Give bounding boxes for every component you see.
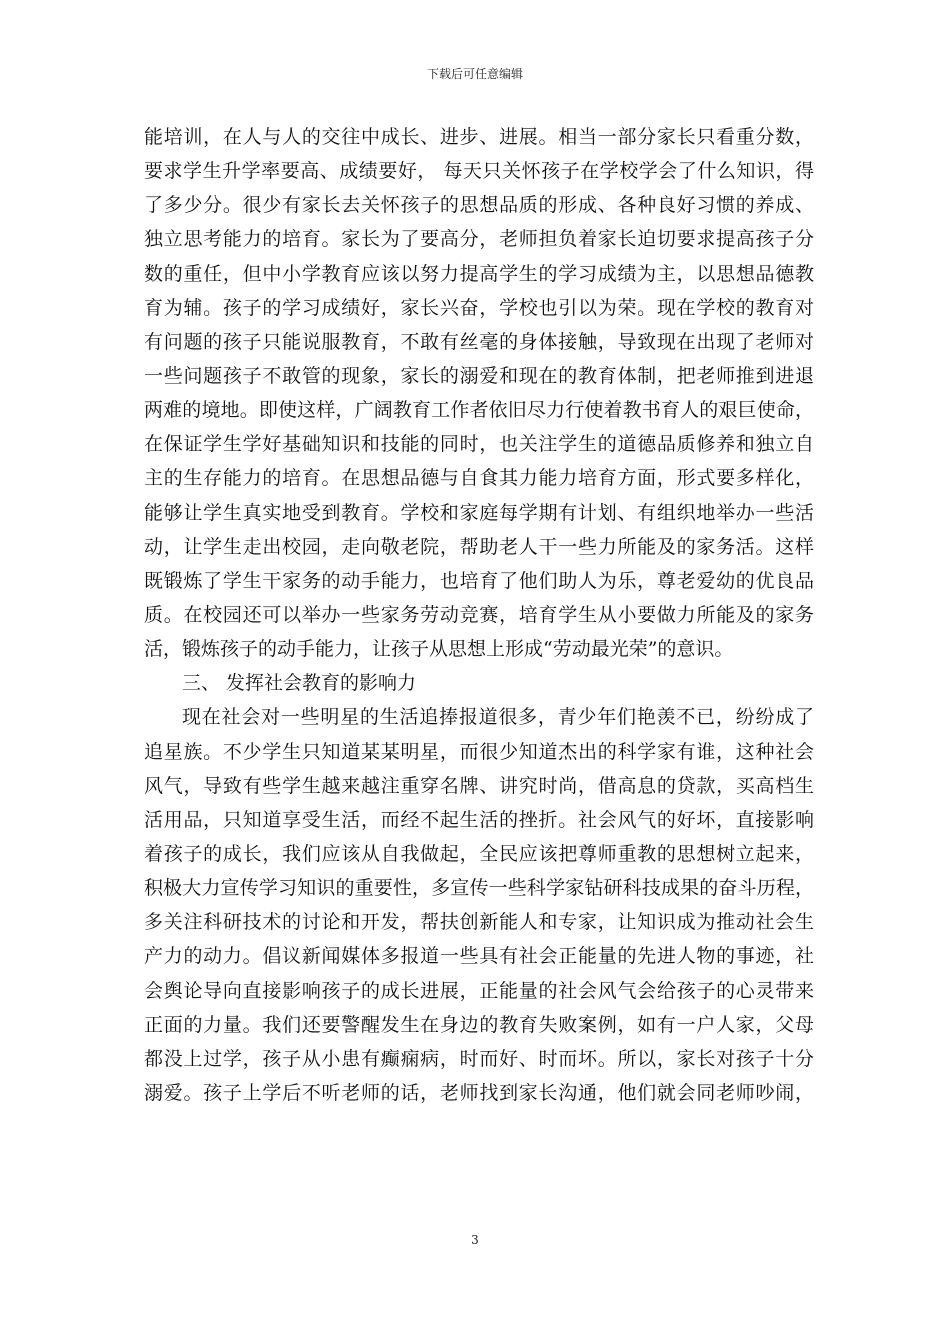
text-line: 会舆论导向直接影响孩子的成长进展，正能量的社会风气会给孩子的心灵带来 xyxy=(144,979,814,1002)
text-line: 着孩子的成长，我们应该从自我做起，全民应该把尊师重教的思想树立起来， xyxy=(144,842,814,865)
text-line: 质。在校园还可以举办一些家务劳动竞赛，培育学生从小要做力所能及的家务 xyxy=(144,603,814,626)
text-line: 正面的力量。我们还要警醒发生在身边的教育失败案例，如有一户人家，父母 xyxy=(144,1013,814,1036)
text-line: 了多少分。很少有家长去关怀孩子的思想品质的形成、各种良好习惯的养成、 xyxy=(144,194,814,217)
text-line: 产力的动力。倡议新闻媒体多报道一些具有社会正能量的先进人物的事迹，社 xyxy=(144,945,814,968)
text-line: 既锻炼了学生干家务的动手能力，也培育了他们助人为乐，尊老爱幼的优良品 xyxy=(144,569,814,592)
text-line: 风气，导致有些学生越来越注重穿名牌、讲究时尚，借高息的贷款，买高档生 xyxy=(144,774,814,797)
text-line: 有问题的孩子只能说服教育，不敢有丝毫的身体接触，导致现在出现了老师对 xyxy=(144,330,814,353)
text-line: 溺爱。孩子上学后不听老师的话，老师找到家长沟通，他们就会同老师吵闹， xyxy=(144,1081,814,1104)
text-line: 两难的境地。即使这样，广阔教育工作者依旧尽力行使着教书育人的艰巨使命， xyxy=(144,399,814,422)
text-line: 动，让学生走出校园，走向敬老院，帮助老人干一些力所能及的家务活。这样 xyxy=(144,535,814,558)
text-line: 多关注科研技术的讨论和开发，帮扶创新能人和专家，让知识成为推动社会生 xyxy=(144,911,814,934)
page-number: 3 xyxy=(471,1233,479,1247)
text-line: 能培训，在人与人的交往中成长、进步、进展。相当一部分家长只看重分数， xyxy=(144,126,814,148)
text-line: 主的生存能力的培育。在思想品德与自食其力能力培育方面，形式要多样化， xyxy=(144,467,814,490)
body-text xyxy=(144,120,814,1110)
text-line: 育为辅。孩子的学习成绩好，家长兴奋，学校也引以为荣。现在学校的教育对 xyxy=(144,296,814,319)
page-header: 下载后可任意编辑 xyxy=(426,67,523,81)
text-line: 独立思考能力的培育。家长为了要高分，老师担负着家长迫切要求提高孩子分 xyxy=(144,228,814,251)
text-line: 活用品，只知道享受生活，而经不起生活的挫折。社会风气的好坏，直接影响 xyxy=(144,808,814,831)
text-line: 一些问题孩子不敢管的现象，家长的溺爱和现在的教育体制，把老师推到进退 xyxy=(144,364,814,387)
text-line: 活，锻炼孩子的动手能力，让孩子从思想上形成“劳动最光荣”的意识。 xyxy=(144,638,734,661)
text-line: 积极大力宣传学习知识的重要性，多宣传一些科学家钻研科技成果的奋斗历程， xyxy=(144,877,814,900)
text-line: 在保证学生学好基础知识和技能的同时，也关注学生的道德品质修养和独立自 xyxy=(144,433,814,456)
text-line: 数的重任，但中小学教育应该以努力提高学生的学习成绩为主，以思想品德教 xyxy=(144,262,814,285)
section-heading: 三、 发挥社会教育的影响力 xyxy=(182,672,417,695)
text-line: 能够让学生真实地受到教育。学校和家庭每学期有计划、有组织地举办一些活 xyxy=(144,501,814,524)
text-line: 追星族。不少学生只知道某某明星，而很少知道杰出的科学家有谁，这种社会 xyxy=(144,740,814,763)
text-line: 要求学生升学率要高、成绩要好， 每天只关怀孩子在学校学会了什么知识，得 xyxy=(144,160,814,183)
text-line: 都没上过学，孩子从小患有癫痫病，时而好、时而坏。所以，家长对孩子十分 xyxy=(144,1047,814,1070)
text-line: 现在社会对一些明星的生活追捧报道很多，青少年们艳羡不已，纷纷成了 xyxy=(182,706,814,729)
